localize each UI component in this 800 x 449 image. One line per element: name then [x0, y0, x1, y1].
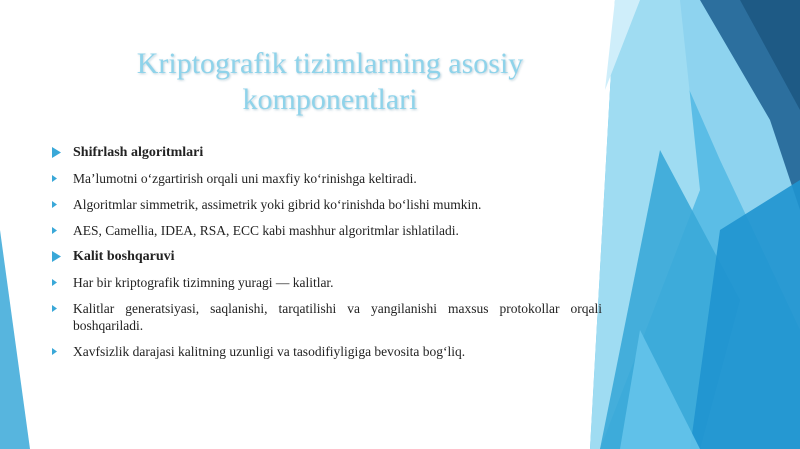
arrow-bullet-icon — [52, 251, 61, 262]
section-heading — [52, 248, 602, 266]
arrow-bullet-icon — [52, 147, 61, 158]
list-item-text: Har bir kriptografik tizimning yuragi — kalitlar. — [73, 275, 334, 290]
arrow-bullet-icon — [52, 348, 57, 355]
list-item — [52, 196, 602, 213]
section-heading-text: Kalit boshqaruvi — [73, 249, 175, 264]
list-item — [52, 222, 602, 239]
slide-title — [95, 46, 565, 118]
list-item-text: AES, Camellia, IDEA, RSA, ECC kabi mashhur algoritmlar ishlatiladi. — [73, 223, 459, 238]
arrow-bullet-icon — [52, 175, 57, 182]
list-item-text: Kalitlar generatsiyasi, saqlanishi, tarqatilishi va yangilanishi maxsus protokollar orqali boshqariladi. — [73, 301, 602, 333]
list-item — [52, 170, 602, 187]
list-item — [52, 300, 602, 334]
arrow-bullet-icon — [52, 227, 57, 234]
slide-title-line-2: komponentlari — [242, 83, 418, 116]
arrow-bullet-icon — [52, 305, 57, 312]
list-item — [52, 274, 602, 291]
section-heading-text: Shifrlash algoritmlari — [73, 145, 204, 160]
list-item — [52, 343, 602, 360]
slide-title-line-1: Kriptografik tizimlarning asosiy — [136, 47, 524, 80]
list-item-text: Algoritmlar simmetrik, assimetrik yoki gibrid ko‘rinishda bo‘lishi mumkin. — [73, 197, 482, 212]
list-item-text: Xavfsizlik darajasi kalitning uzunligi va tasodifiyligiga bevosita bog‘liq. — [73, 344, 466, 359]
arrow-bullet-icon — [52, 201, 57, 208]
section-heading — [52, 144, 602, 162]
list-item-text: Ma’lumotni o‘zgartirish orqali uni maxfiy ko‘rinishga keltiradi. — [73, 171, 417, 186]
arrow-bullet-icon — [52, 279, 57, 286]
slide-content — [52, 144, 602, 369]
